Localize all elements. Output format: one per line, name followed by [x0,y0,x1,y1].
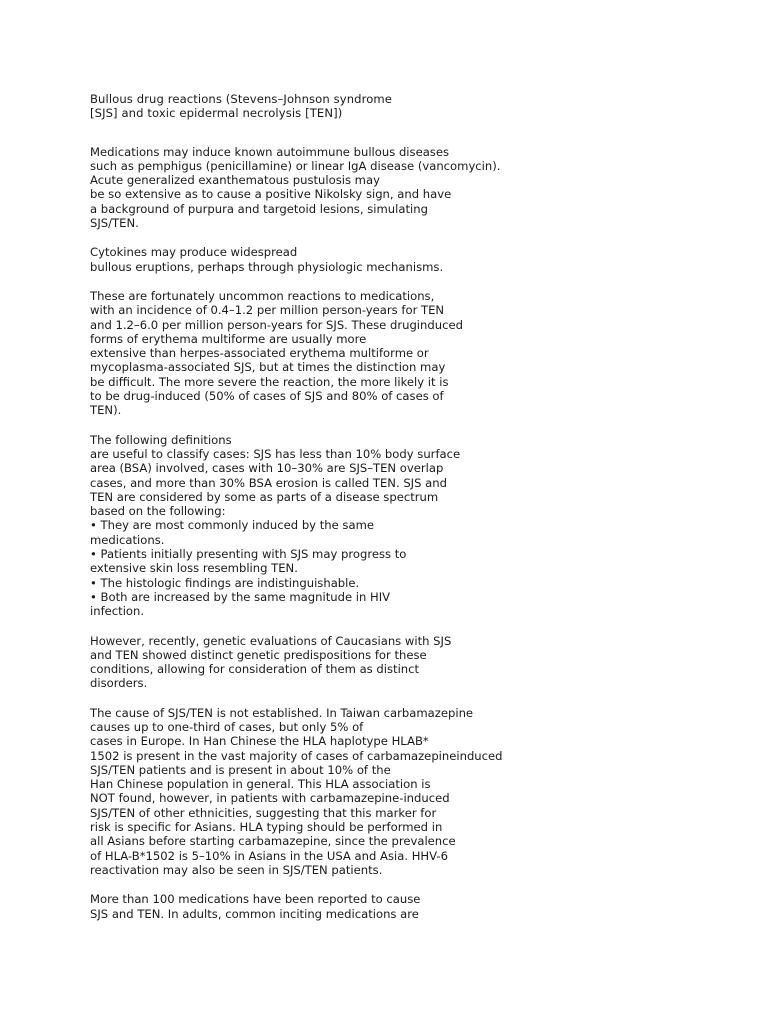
bullet-line: • Both are increased by the same magnitude in HIV [90,589,391,604]
document-page [90,92,650,936]
text-line: and TEN showed distinct genetic predispositions for these [90,647,427,662]
text-line: Acute generalized exanthematous pustulosis may [90,173,380,188]
text-line: SJS/TEN patients and is present in about 10% of the [90,762,391,777]
text-line: Han Chinese population in general. This HLA association is [90,777,431,792]
text-line: The cause of SJS/TEN is not established. In Taiwan carbamazepine [90,705,474,720]
bullet-line: • Patients initially presenting with SJS may progress to [90,547,407,562]
title-line: [SJS] and toxic epidermal necrolysis [TEN]) [90,106,343,121]
text-line: extensive skin loss resembling TEN. [90,561,298,576]
text-line: conditions, allowing for consideration of them as distinct [90,662,420,677]
text-line: forms of erythema multiforme are usually more [90,331,367,346]
text-line: all Asians before starting carbamazepine, since the prevalence [90,834,456,849]
text-line: medications. [90,532,165,547]
text-line: mycoplasma-associated SJS, but at times the distinction may [90,360,446,375]
page-title [90,92,650,121]
text-line: a background of purpura and targetoid lesions, simulating [90,201,428,216]
text-line: area (BSA) involved, cases with 10–30% are SJS–TEN overlap [90,461,444,476]
text-line: reactivation may also be seen in SJS/TEN patients. [90,862,383,877]
text-line: infection. [90,604,145,619]
text-line: with an incidence of 0.4–1.2 per million person-years for TEN [90,303,445,318]
text-line: disorders. [90,676,148,691]
text-line: SJS/TEN. [90,216,139,231]
text-line: are useful to classify cases: SJS has less than 10% body surface [90,446,461,461]
text-line: to be drug-induced (50% of cases of SJS and 80% of cases of [90,389,444,404]
text-line: SJS/TEN of other ethnicities, suggesting that this marker for [90,805,437,820]
text-line: extensive than herpes-associated erythema multiforme or [90,346,429,361]
text-line: bullous eruptions, perhaps through physiologic mechanisms. [90,259,444,274]
text-line: of HLA-B*1502 is 5–10% in Asians in the USA and Asia. HHV-6 [90,848,448,863]
paragraph-genetic-evaluations [90,634,650,691]
text-line: Cytokines may produce widespread [90,245,298,260]
paragraph-cause [90,706,650,878]
text-line: More than 100 medications have been reported to cause [90,892,421,907]
text-line: be so extensive as to cause a positive Nikolsky sign, and have [90,187,452,202]
text-line: based on the following: [90,504,226,519]
text-line: The following definitions [90,432,232,447]
text-line: NOT found, however, in patients with carbamazepine-induced [90,791,450,806]
text-line: causes up to one-third of cases, but only 5% of [90,719,364,734]
text-line: SJS and TEN. In adults, common inciting medications are [90,906,419,921]
paragraph-medications [90,892,650,921]
paragraph-autoimmune-bullous [90,145,650,231]
paragraph-definitions [90,433,650,619]
text-line: cases, and more than 30% BSA erosion is called TEN. SJS and [90,475,447,490]
text-line: TEN). [90,403,122,418]
text-line: such as pemphigus (penicillamine) or linear IgA disease (vancomycin). [90,158,501,173]
text-line: 1502 is present in the vast majority of cases of carbamazepineinduced [90,748,503,763]
bullet-line: • The histologic findings are indistinguishable. [90,575,360,590]
text-line: and 1.2–6.0 per million person-years for SJS. These druginduced [90,317,463,332]
paragraph-cytokines [90,245,650,274]
text-line: These are fortunately uncommon reactions to medications, [90,288,435,303]
text-line: TEN are considered by some as parts of a disease spectrum [90,489,439,504]
text-line: be difficult. The more severe the reaction, the more likely it is [90,374,449,389]
paragraph-incidence [90,289,650,418]
bullet-line: • They are most commonly induced by the same [90,518,375,533]
title-line: Bullous drug reactions (Stevens–Johnson syndrome [90,92,393,106]
text-line: risk is specific for Asians. HLA typing should be performed in [90,820,443,835]
text-line: Medications may induce known autoimmune bullous diseases [90,144,450,159]
text-line: However, recently, genetic evaluations of Caucasians with SJS [90,633,452,648]
text-line: cases in Europe. In Han Chinese the HLA haplotype HLAB* [90,734,429,749]
